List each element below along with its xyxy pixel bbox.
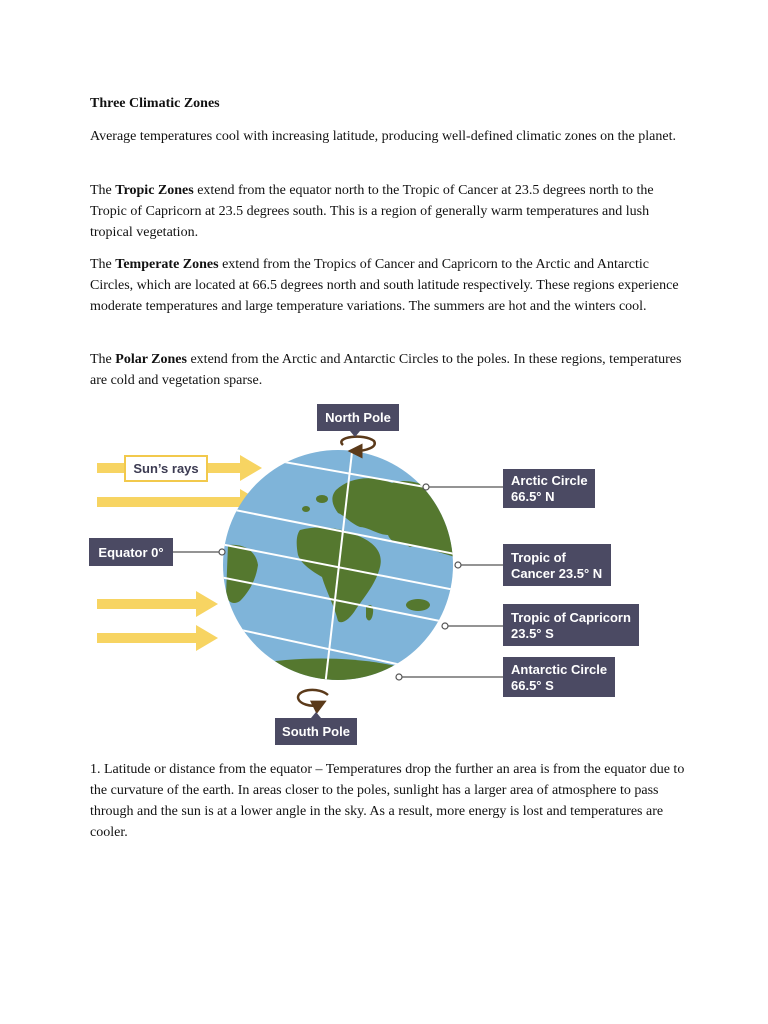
polar-zones-paragraph: [90, 349, 690, 391]
temperate-zones-paragraph: [90, 254, 690, 317]
capricorn-line2: 23.5° S: [511, 626, 554, 641]
capricorn-marker: [442, 623, 448, 629]
arctic-marker: [423, 484, 429, 490]
equator-marker: [219, 549, 225, 555]
tropic-of-capricorn-label: [442, 604, 639, 646]
antarctic-marker: [396, 674, 402, 680]
sun-ray-arrow: [97, 591, 218, 617]
page-title: Three Climatic Zones: [90, 96, 220, 111]
north-pole-text: North Pole: [325, 410, 391, 425]
polar-term: Polar Zones: [115, 352, 187, 367]
antarctic-line2: 66.5° S: [511, 678, 554, 693]
temperate-lead: The: [90, 257, 116, 272]
antarctic-line1: Antarctic Circle: [511, 662, 608, 677]
temperate-term: Temperate Zones: [115, 257, 219, 272]
arctic-circle-label: [423, 469, 595, 508]
polar-lead: The: [90, 352, 116, 367]
climatic-zones-diagram: [0, 395, 768, 755]
cancer-line1: Tropic of: [511, 550, 566, 565]
south-pole-label: [275, 712, 357, 745]
temperate-text: extend from the Tropics of Cancer and Capricorn to the Arctic and Antarctic Circles, which are located at 66.5 degrees north and south latitude respectively. These regions experience moderate temperatures and large temperature variations. The summers are hot and the winters cool.: [90, 257, 679, 314]
tropic-of-cancer-label: [455, 544, 611, 586]
capricorn-line1: Tropic of Capricorn: [511, 610, 631, 625]
equator-label: [89, 538, 225, 566]
north-rotation-arrow-icon: [341, 437, 374, 451]
tropic-term: Tropic Zones: [115, 183, 194, 198]
equator-text: Equator 0°: [98, 545, 164, 560]
antarctic-circle-label: [396, 657, 615, 697]
tropic-lead: The: [90, 183, 116, 198]
tropic-text: extend from the equator north to the Tropic of Cancer at 23.5 degrees north to the Tropic of Capricorn at 23.5 degrees south. This is a region of generally warm temperatures and lush tropical vegetation.: [90, 183, 654, 240]
south-rotation-arrow-icon: [298, 690, 328, 706]
point-1-paragraph: 1. Latitude or distance from the equator – Temperatures drop the further an area is from the equator due to the curvature of the earth. In areas closer to the poles, sunlight has a larger area of atmosphere to pass through and the sun is at a lower angle in the sky. As a result, more energy is lost and temperatures are cooler.: [90, 762, 685, 840]
arctic-line1: Arctic Circle: [511, 473, 588, 488]
cancer-marker: [455, 562, 461, 568]
cancer-line2: Cancer 23.5° N: [511, 566, 603, 581]
intro-paragraph: Average temperatures cool with increasing latitude, producing well-defined climatic zones on the planet.: [90, 129, 676, 144]
south-pole-text: South Pole: [282, 724, 350, 739]
globe-diagram-svg: [0, 395, 768, 755]
polar-text: extend from the Arctic and Antarctic Circles to the poles. In these regions, temperatures are cold and vegetation sparse.: [90, 352, 682, 388]
sun-rays-text: Sun’s rays: [133, 461, 199, 476]
sun-rays-label: [125, 456, 207, 481]
tropic-zones-paragraph: [90, 180, 690, 243]
sun-ray-arrow: [97, 625, 218, 651]
arctic-line2: 66.5° N: [511, 489, 555, 504]
north-pole-label: [317, 404, 399, 437]
